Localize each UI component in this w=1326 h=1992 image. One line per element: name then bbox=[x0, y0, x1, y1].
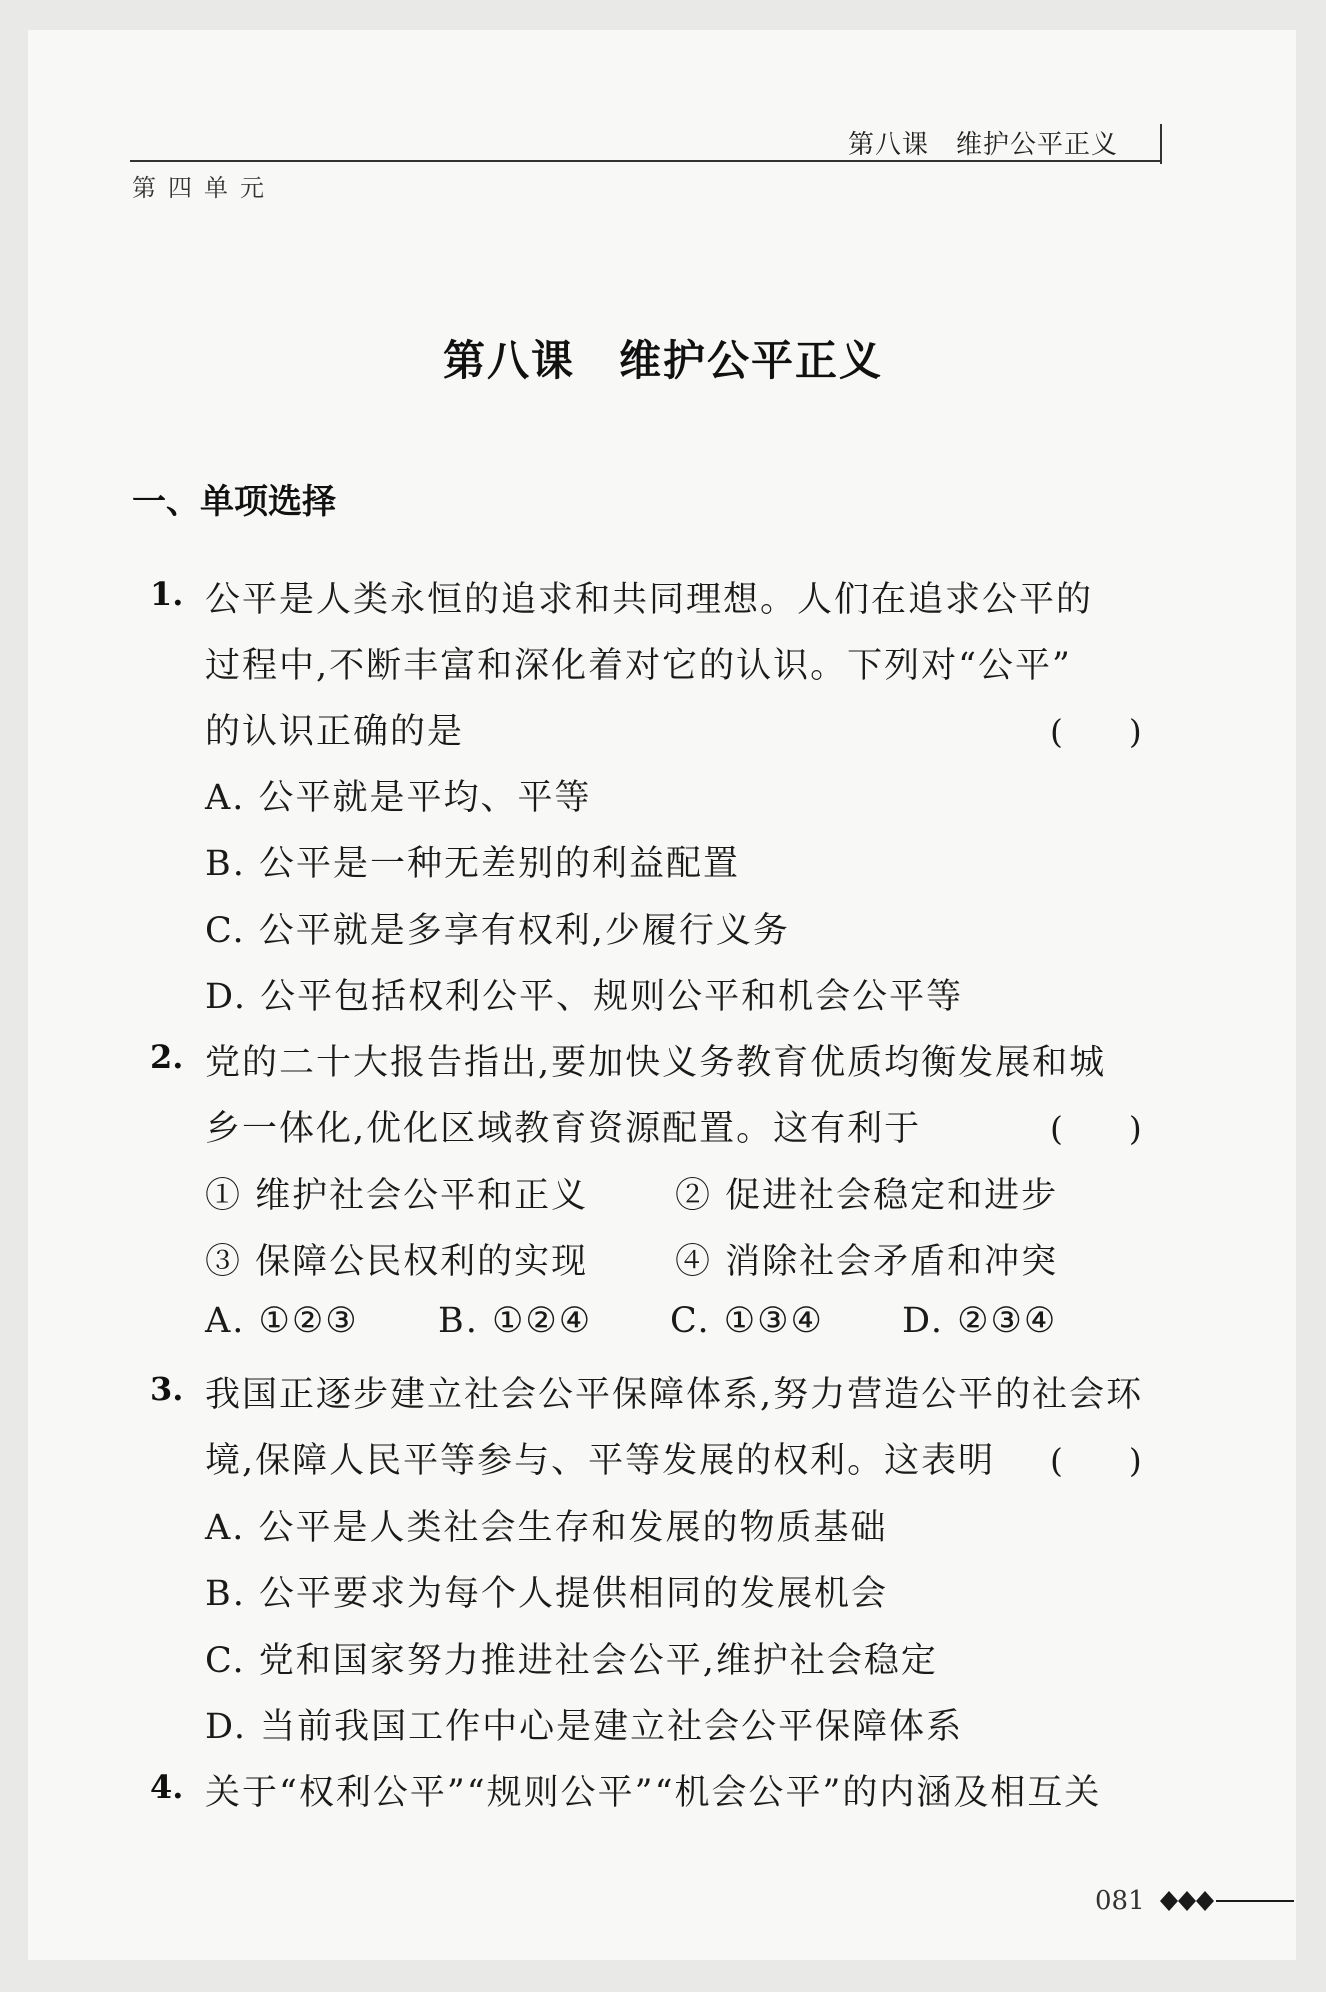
answer-blank: ( ) bbox=[1050, 1441, 1142, 1480]
statement: ① 维护社会公平和正义 bbox=[205, 1176, 589, 1216]
option: B. ①②④ bbox=[438, 1301, 593, 1341]
question-stem-line: 乡一体化,优化区域教育资源配置。这有利于 bbox=[205, 1109, 922, 1149]
unit-label: 第四单元 bbox=[132, 174, 276, 202]
option: C. 党和国家努力推进社会公平,维护社会稳定 bbox=[205, 1641, 938, 1681]
question-stem-line: 关于“权利公平”“规则公平”“机会公平”的内涵及相互关 bbox=[205, 1773, 1102, 1813]
question-stem-line: 我国正逐步建立社会公平保障体系,努力营造公平的社会环 bbox=[205, 1375, 1144, 1415]
option: C. 公平就是多享有权利,少履行义务 bbox=[205, 911, 790, 951]
option: C. ①③④ bbox=[670, 1301, 824, 1341]
question-number: 1. bbox=[150, 575, 184, 613]
statement: ④ 消除社会矛盾和冲突 bbox=[675, 1242, 1059, 1282]
answer-blank: ( ) bbox=[1050, 1109, 1142, 1148]
option: D. ②③④ bbox=[902, 1301, 1058, 1341]
question-stem-line: 党的二十大报告指出,要加快义务教育优质均衡发展和城 bbox=[205, 1043, 1107, 1083]
answer-blank: ( ) bbox=[1050, 712, 1142, 751]
question-number: 4. bbox=[150, 1768, 184, 1806]
option: A. ①②③ bbox=[205, 1301, 359, 1341]
section-heading: 一、单项选择 bbox=[132, 482, 336, 522]
running-header-title: 第八课 维护公平正义 bbox=[848, 130, 1119, 160]
option: A. 公平就是平均、平等 bbox=[205, 778, 592, 818]
option: A. 公平是人类社会生存和发展的物质基础 bbox=[205, 1508, 888, 1548]
question-number: 2. bbox=[150, 1038, 184, 1076]
running-header-bar bbox=[1160, 124, 1162, 164]
statement: ③ 保障公民权利的实现 bbox=[205, 1242, 589, 1282]
option: D. 公平包括权利公平、规则公平和机会公平等 bbox=[205, 977, 964, 1017]
question-stem-line: 公平是人类永恒的追求和共同理想。人们在追求公平的 bbox=[205, 580, 1094, 620]
question-stem-line: 的认识正确的是 bbox=[205, 712, 465, 752]
lesson-title: 第八课 维护公平正义 bbox=[442, 336, 883, 385]
page-number: 081 bbox=[1095, 1886, 1145, 1916]
option: B. 公平要求为每个人提供相同的发展机会 bbox=[205, 1574, 888, 1614]
option: B. 公平是一种无差别的利益配置 bbox=[205, 844, 740, 884]
statement: ② 促进社会稳定和进步 bbox=[675, 1176, 1059, 1216]
question-number: 3. bbox=[150, 1370, 184, 1408]
question-stem-line: 境,保障人民平等参与、平等发展的权利。这表明 bbox=[205, 1441, 996, 1481]
option: D. 当前我国工作中心是建立社会公平保障体系 bbox=[205, 1707, 964, 1747]
page-ornament-icon bbox=[1160, 1888, 1295, 1914]
question-stem-line: 过程中,不断丰富和深化着对它的认识。下列对“公平” bbox=[205, 646, 1072, 686]
